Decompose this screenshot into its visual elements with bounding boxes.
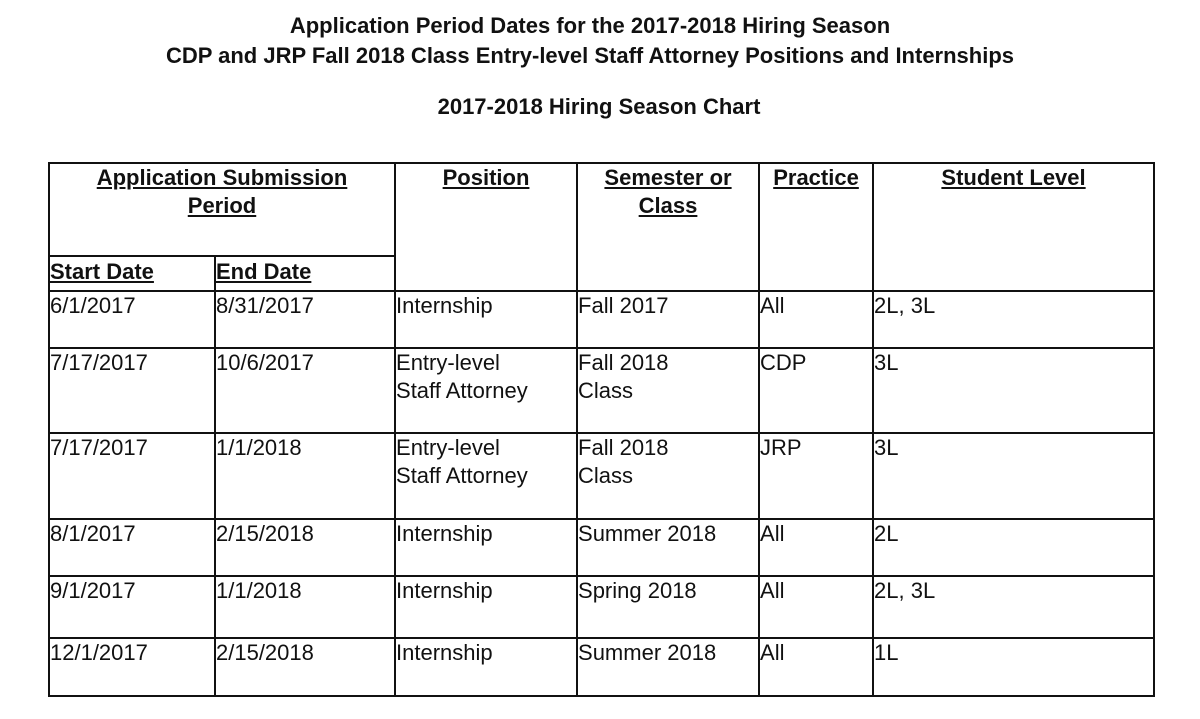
practice-cell: JRP xyxy=(759,433,873,519)
table-row xyxy=(49,433,1154,519)
practice-cell: All xyxy=(759,638,873,696)
table-row xyxy=(49,519,1154,576)
header-student-level xyxy=(873,163,1154,291)
header-practice xyxy=(759,163,873,291)
header-semester-line1: Semester or xyxy=(604,165,732,190)
header-student-level-label: Student Level xyxy=(941,165,1086,190)
end-date-cell: 2/15/2018 xyxy=(215,519,395,576)
hiring-season-table xyxy=(48,162,1155,697)
semester-line1: Fall 2017 xyxy=(578,293,669,318)
table-row xyxy=(49,291,1154,348)
table-row xyxy=(49,348,1154,433)
document-title: Application Period Dates for the 2017-2018 Hiring Season xyxy=(289,13,891,38)
student-level-cell: 2L, 3L xyxy=(873,291,1154,348)
header-start-date: Start Date xyxy=(49,256,215,291)
position-cell xyxy=(395,348,577,433)
position-cell xyxy=(395,433,577,519)
table-row xyxy=(49,638,1154,696)
start-date-cell: 12/1/2017 xyxy=(49,638,215,696)
document-subtitle: CDP and JRP Fall 2018 Class Entry-level Staff Attorney Positions and Internships xyxy=(165,43,1015,68)
position-line1: Entry-level xyxy=(396,435,500,460)
chart-title: 2017-2018 Hiring Season Chart xyxy=(437,94,761,119)
semester-cell xyxy=(577,291,759,348)
practice-cell: All xyxy=(759,291,873,348)
header-application-period xyxy=(49,163,395,256)
header-end-date: End Date xyxy=(215,256,395,291)
position-cell xyxy=(395,291,577,348)
end-date-cell: 1/1/2018 xyxy=(215,433,395,519)
table-header-row xyxy=(49,163,1154,256)
position-cell xyxy=(395,519,577,576)
end-date-cell: 2/15/2018 xyxy=(215,638,395,696)
semester-cell xyxy=(577,433,759,519)
semester-cell xyxy=(577,519,759,576)
position-line2: Staff Attorney xyxy=(396,378,528,403)
header-practice-label: Practice xyxy=(773,165,859,190)
student-level-cell: 2L xyxy=(873,519,1154,576)
position-line1: Internship xyxy=(396,640,493,665)
start-date-cell: 9/1/2017 xyxy=(49,576,215,638)
semester-line1: Summer 2018 xyxy=(578,640,717,665)
start-date-cell: 7/17/2017 xyxy=(49,348,215,433)
header-application-period-line1: Application Submission xyxy=(96,165,348,190)
header-semester-line2: Class xyxy=(638,193,698,218)
start-date-cell: 8/1/2017 xyxy=(49,519,215,576)
student-level-cell: 3L xyxy=(873,433,1154,519)
position-cell xyxy=(395,638,577,696)
semester-line1: Fall 2018 xyxy=(578,350,669,375)
semester-line2: Class xyxy=(578,378,634,403)
end-date-cell: 1/1/2018 xyxy=(215,576,395,638)
student-level-cell: 3L xyxy=(873,348,1154,433)
semester-line2: Class xyxy=(578,463,634,488)
semester-cell xyxy=(577,576,759,638)
semester-line1: Summer 2018 xyxy=(578,521,717,546)
header-position xyxy=(395,163,577,291)
practice-cell: CDP xyxy=(759,348,873,433)
position-line1: Internship xyxy=(396,578,493,603)
start-date-cell: 7/17/2017 xyxy=(49,433,215,519)
position-line1: Internship xyxy=(396,293,493,318)
end-date-cell: 8/31/2017 xyxy=(215,291,395,348)
header-semester xyxy=(577,163,759,291)
header-application-period-line2: Period xyxy=(187,193,257,218)
practice-cell: All xyxy=(759,576,873,638)
start-date-cell: 6/1/2017 xyxy=(49,291,215,348)
end-date-cell: 10/6/2017 xyxy=(215,348,395,433)
position-line2: Staff Attorney xyxy=(396,463,528,488)
position-line1: Entry-level xyxy=(396,350,500,375)
table-row xyxy=(49,576,1154,638)
student-level-cell: 2L, 3L xyxy=(873,576,1154,638)
student-level-cell: 1L xyxy=(873,638,1154,696)
practice-cell: All xyxy=(759,519,873,576)
header-position-label: Position xyxy=(442,165,530,190)
position-line1: Internship xyxy=(396,521,493,546)
semester-line1: Spring 2018 xyxy=(578,578,697,603)
semester-cell xyxy=(577,348,759,433)
semester-cell xyxy=(577,638,759,696)
semester-line1: Fall 2018 xyxy=(578,435,669,460)
position-cell xyxy=(395,576,577,638)
